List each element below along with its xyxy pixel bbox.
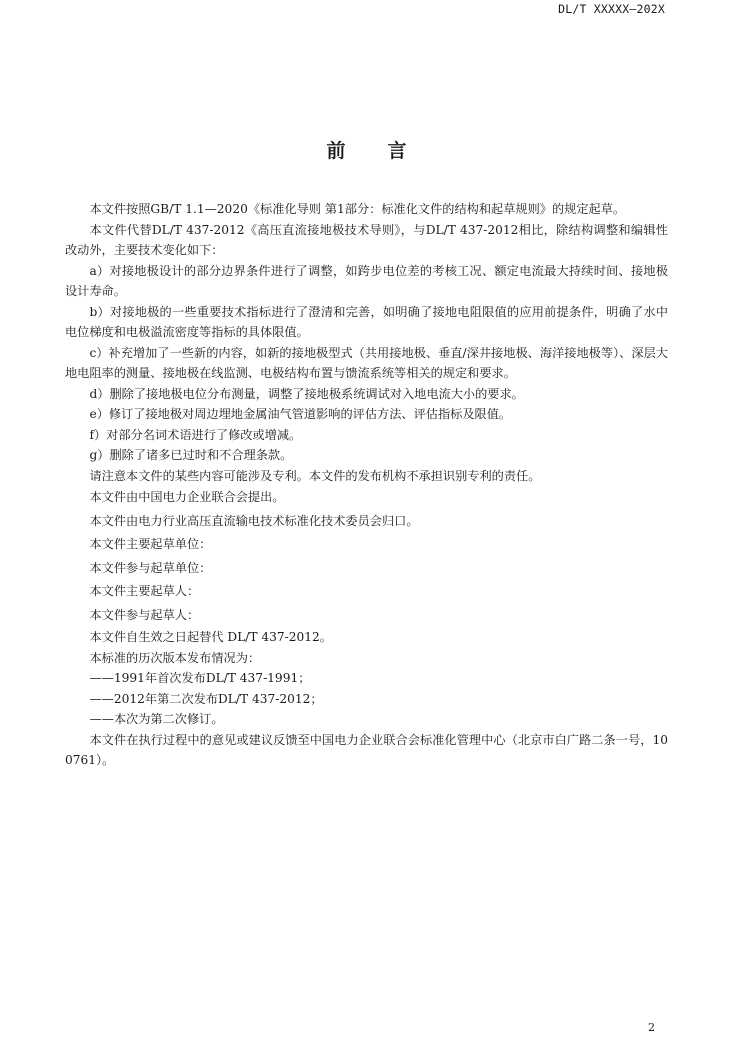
foreword-body [65, 199, 668, 771]
title-char-1: 前 [326, 140, 346, 162]
document-code: DL/T XXXXX—202X [558, 2, 665, 16]
history-item-2012: ——2012年第二次发布DL/T 437-2012； [89, 691, 323, 706]
paragraph-participating-drafters: 本文件参与起草人： [89, 607, 200, 622]
page-number: 2 [648, 1021, 655, 1034]
change-item-e: e）修订了接地极对周边埋地金属油气管道影响的评估方法、评估指标及限值。 [89, 407, 512, 421]
change-item-c: c）补充增加了一些新的内容，如新的接地极型式（共用接地极、垂直/深井接地极、海洋接地极等）、深层大地电阻率的测量、接地极在线监测、电极结构布置与馈流系统等相关的规定和要求。 [65, 345, 668, 380]
change-item-g: g）删除了诸多已过时和不合理条款。 [89, 448, 293, 462]
paragraph-version-history: 本标准的历次版本发布情况为： [89, 650, 261, 665]
history-item-current: ——本次为第二次修订。 [89, 712, 224, 726]
paragraph-proposed-by: 本文件由中国电力企业联合会提出。 [89, 490, 285, 504]
paragraph-main-drafting-units: 本文件主要起草单位： [89, 537, 212, 551]
paragraph-participating-units: 本文件参与起草单位： [89, 560, 212, 575]
paragraph-drafting-rules: 本文件按照GB/T 1.1—2020《标准化导则 第1部分：标准化文件的结构和起草规则》的规定起草。 [89, 202, 626, 216]
paragraph-main-drafters: 本文件主要起草人： [89, 584, 200, 598]
change-item-d: d）删除了接地极电位分布测量，调整了接地极系统调试对入地电流大小的要求。 [89, 386, 524, 401]
paragraph-centralized-by: 本文件由电力行业高压直流输电技术标准化技术委员会归口。 [89, 513, 419, 528]
page-title [0, 136, 733, 163]
paragraph-feedback: 本文件在执行过程中的意见或建议反馈至中国电力企业联合会标准化管理中心（北京市白广路二条一号，100761）。 [65, 732, 668, 767]
history-item-1991: ——1991年首次发布DL/T 437-1991； [89, 671, 311, 685]
paragraph-replacement: 本文件代替DL/T 437-2012《高压直流接地极技术导则》，与DL/T 437-2012相比，除结构调整和编辑性改动外，主要技术变化如下： [65, 222, 668, 257]
change-item-f: f）对部分名词术语进行了修改或增减。 [89, 427, 302, 442]
paragraph-supersedes: 本文件自生效之日起替代 DL/T 437-2012。 [89, 630, 332, 644]
change-item-b: b）对接地极的一些重要技术指标进行了澄清和完善，如明确了接地电阻限值的应用前提条件，明确了水中电位梯度和电极溢流密度等指标的具体限值。 [65, 304, 668, 339]
title-char-2: 言 [387, 140, 407, 162]
paragraph-patent-notice: 请注意本文件的某些内容可能涉及专利。本文件的发布机构不承担识别专利的责任。 [89, 468, 541, 483]
change-item-a: a）对接地极设计的部分边界条件进行了调整，如跨步电位差的考核工况、额定电流最大持续时间、接地极设计寿命。 [65, 263, 668, 298]
